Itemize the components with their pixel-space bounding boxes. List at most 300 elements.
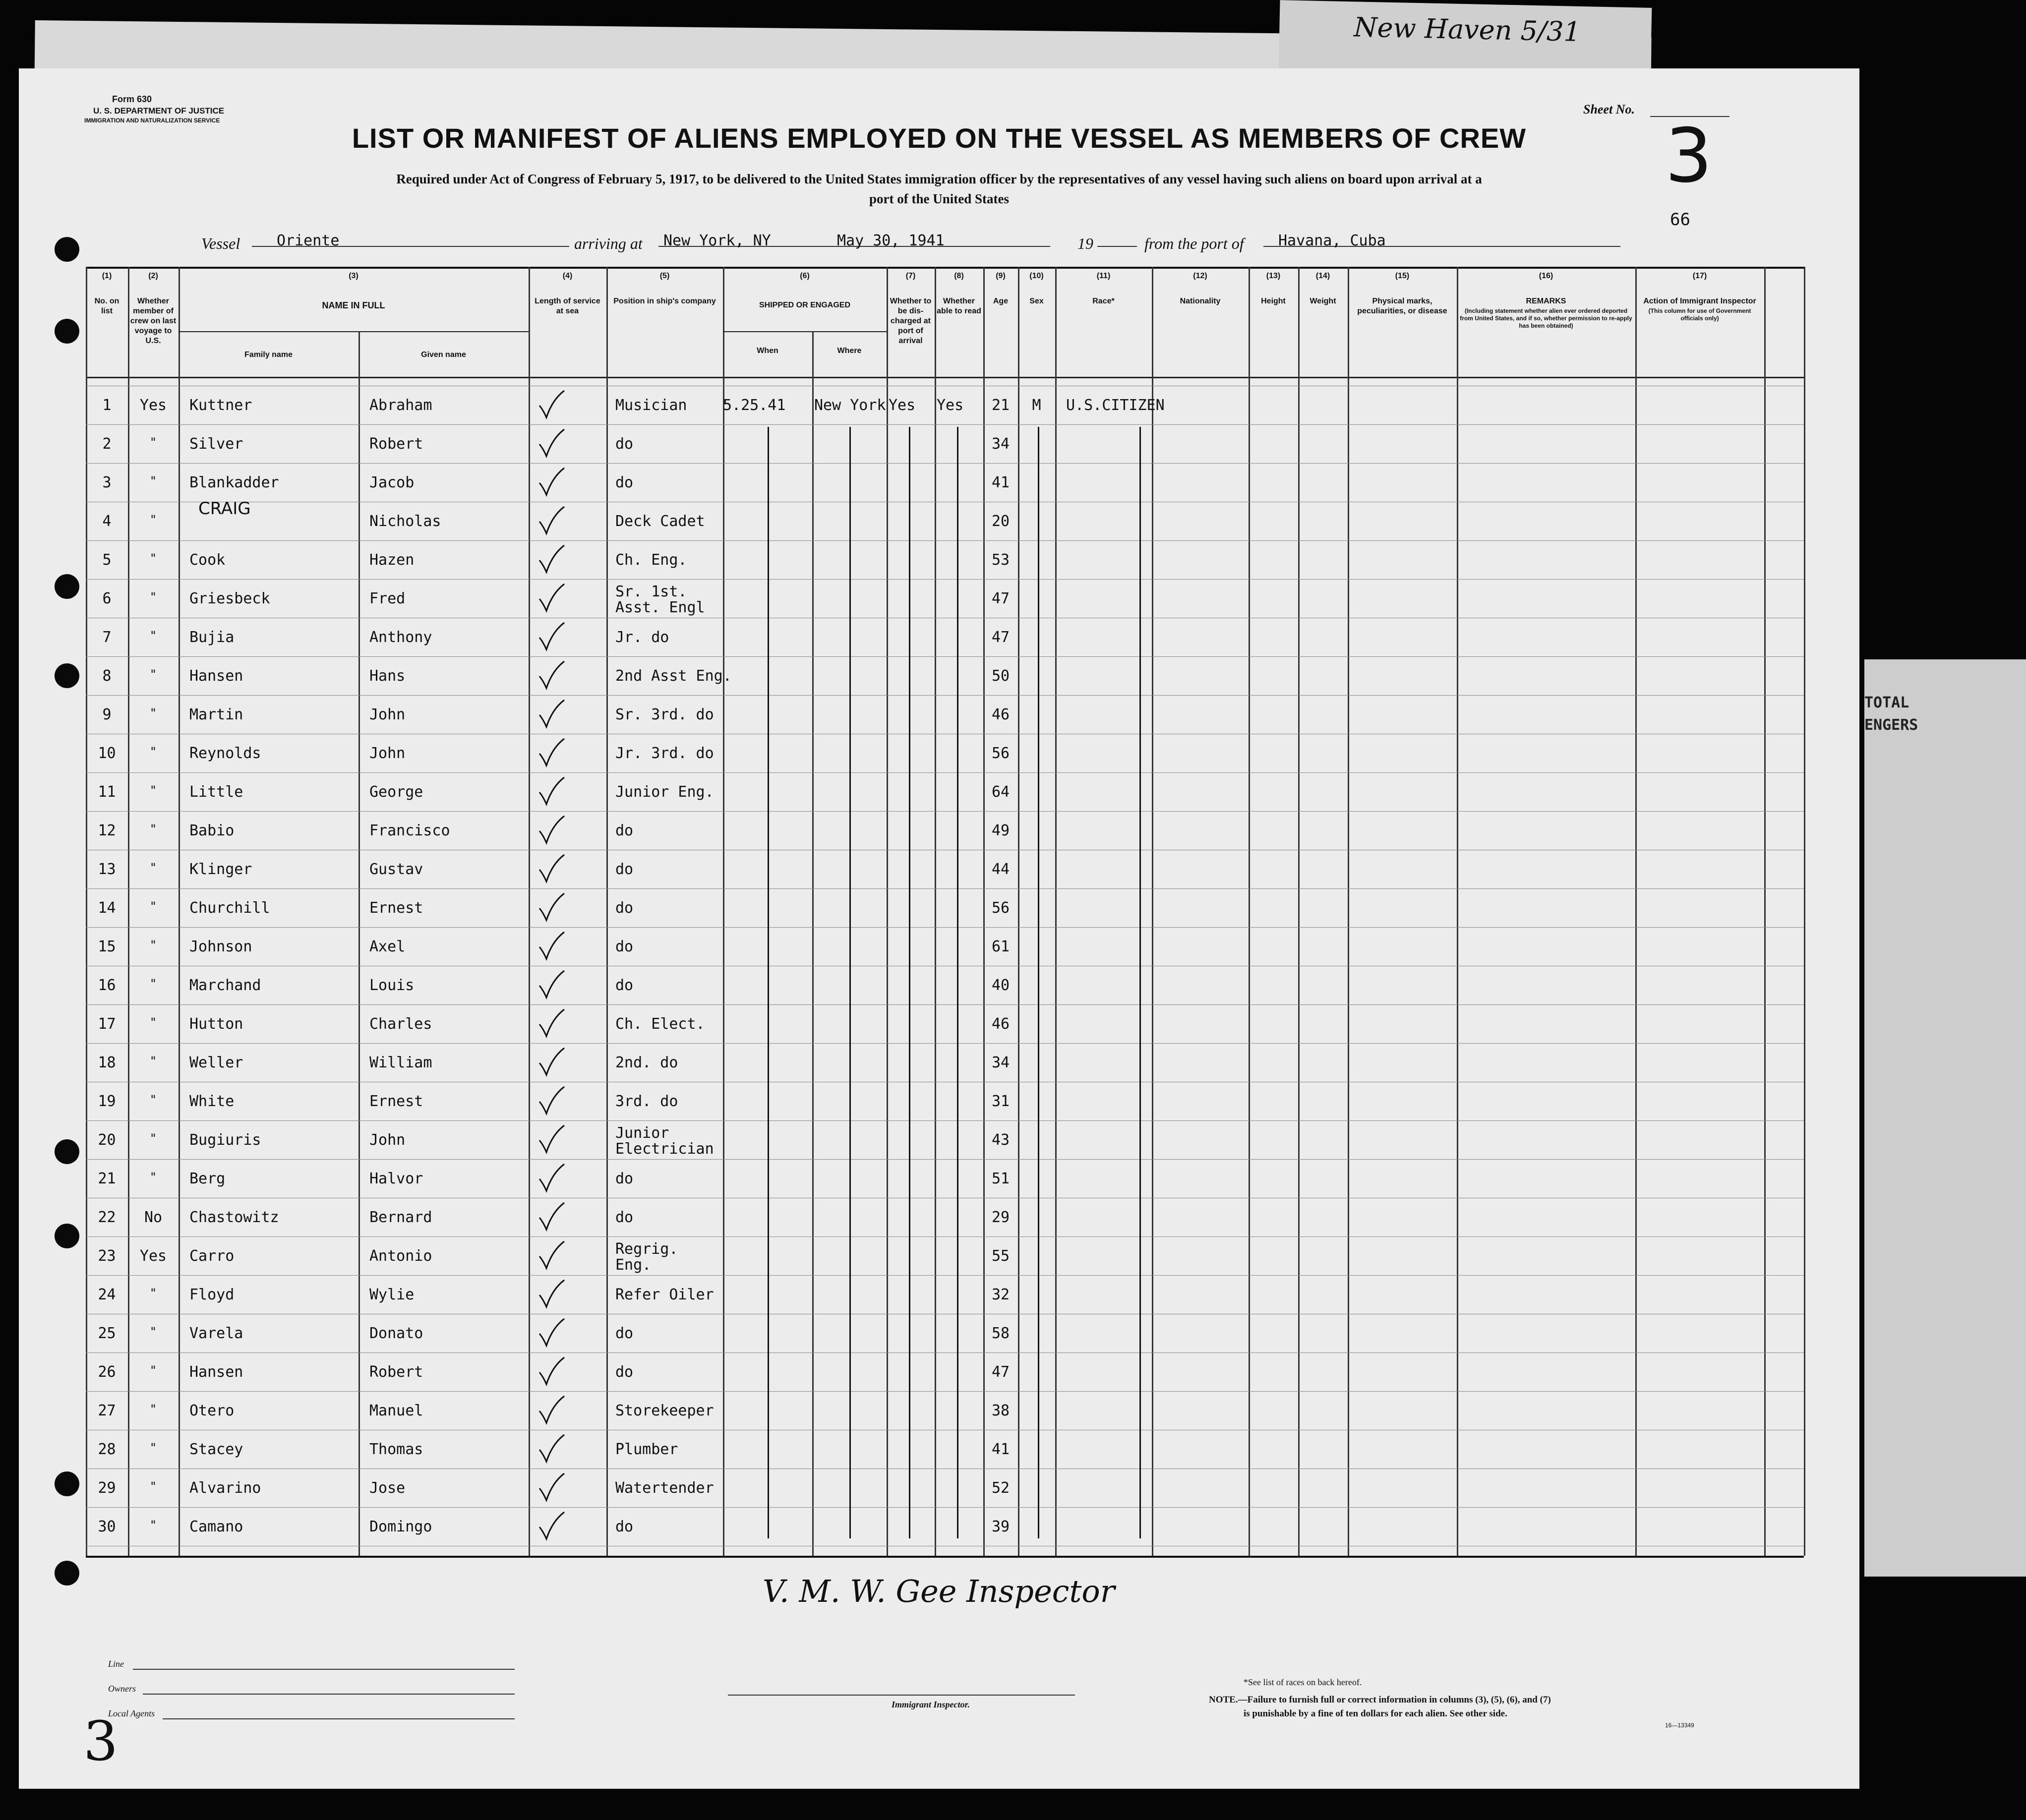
cell-prev: " <box>149 938 157 952</box>
cell-no: 24 <box>98 1286 116 1303</box>
col-header-c5: Position in ship's company <box>613 297 716 305</box>
col-number-c8: (8) <box>954 272 964 280</box>
col-header-c9: Age <box>993 297 1009 305</box>
cell-no: 17 <box>98 1015 116 1033</box>
cell-age: 52 <box>991 1479 1010 1497</box>
cell-given: Louis <box>369 977 415 994</box>
shipped-subheader-rule <box>723 331 887 332</box>
col-header-c10: Sex <box>1029 297 1044 305</box>
check-mark-icon <box>537 544 565 574</box>
cell-family: Reynolds <box>189 745 261 762</box>
cell-age: 53 <box>991 551 1010 569</box>
col-number-c1: (1) <box>102 272 112 280</box>
col-number-c5: (5) <box>659 272 670 280</box>
cell-age: 50 <box>991 667 1010 685</box>
cell-position: Watertender <box>615 1479 714 1497</box>
col-header-c7: Whether to be dis-charged at port of arrival <box>890 297 932 345</box>
cell-position: Refer Oiler <box>615 1286 714 1303</box>
cell-age: 46 <box>991 1015 1010 1033</box>
ditto-line <box>1038 427 1039 1538</box>
cell-given: Gustav <box>369 861 423 878</box>
col-number-c17: (17) <box>1692 272 1707 280</box>
cell-given: William <box>369 1054 432 1071</box>
punch-hole <box>55 1139 79 1164</box>
cell-prev: " <box>149 1325 157 1339</box>
page-title: LIST OR MANIFEST OF ALIENS EMPLOYED ON THE VESSEL AS MEMBERS OF CREW <box>352 122 1527 154</box>
cell-prev: Yes <box>139 397 167 414</box>
cell-position: do <box>615 474 634 491</box>
cell-no: 9 <box>102 706 112 723</box>
check-mark-icon <box>537 1163 565 1193</box>
cell-age: 29 <box>991 1209 1010 1226</box>
cell-prev: " <box>149 1170 157 1184</box>
cell-prev: " <box>149 1518 157 1532</box>
cell-given: George <box>369 783 423 801</box>
row-rule <box>86 1120 1804 1121</box>
cell-position: do <box>615 1325 634 1342</box>
check-mark-icon <box>537 931 565 961</box>
table-top-rule <box>86 267 1804 269</box>
cell-age: 40 <box>991 977 1010 994</box>
check-mark-icon <box>537 1008 565 1038</box>
cell-given: Domingo <box>369 1518 432 1535</box>
ditto-line <box>768 427 769 1538</box>
row-rule <box>86 1352 1804 1353</box>
cell-family: Stacey <box>189 1441 243 1458</box>
cell-position: Ch. Elect. <box>615 1015 705 1033</box>
cell-prev: " <box>149 977 157 991</box>
col-header-family: Family name <box>244 351 293 359</box>
check-mark-icon <box>537 1318 565 1348</box>
col-number-c4: (4) <box>562 272 573 280</box>
footer-line-rule <box>133 1669 515 1670</box>
cell-given: Hans <box>369 667 406 685</box>
cell-given: Charles <box>369 1015 432 1033</box>
cell-family: Martin <box>189 706 243 723</box>
cell-no: 27 <box>98 1402 116 1419</box>
check-mark-icon <box>537 1086 565 1115</box>
cell-given: Wylie <box>369 1286 415 1303</box>
column-rule <box>1348 267 1349 1556</box>
col-header-c8: Whether able to read <box>937 297 981 315</box>
cell-prev: " <box>149 551 157 565</box>
cell-prev: " <box>149 1286 157 1300</box>
cell-prev: " <box>149 783 157 797</box>
cell-no: 10 <box>98 745 116 762</box>
cell-given: Hazen <box>369 551 415 569</box>
cell-given: Manuel <box>369 1402 423 1419</box>
row-rule <box>86 579 1804 580</box>
year-underline <box>1097 246 1137 247</box>
check-mark-icon <box>537 699 565 729</box>
cell-position: do <box>615 977 634 994</box>
column-rule <box>1764 267 1766 1556</box>
column-rule <box>812 331 814 1556</box>
row-rule <box>86 888 1804 889</box>
cell-prev: " <box>149 861 157 875</box>
cell-family: Weller <box>189 1054 243 1071</box>
cell-family: Hansen <box>189 667 243 685</box>
column-rule <box>1249 267 1250 1556</box>
cell-age: 41 <box>991 1441 1010 1458</box>
cell-given: Donato <box>369 1325 423 1342</box>
check-mark-icon <box>537 1279 565 1309</box>
cell-age: 44 <box>991 861 1010 878</box>
column-rule <box>1635 267 1637 1556</box>
punch-hole <box>55 663 79 688</box>
check-mark-icon <box>537 428 565 458</box>
stamp-number: 66 <box>1670 210 1690 230</box>
column-rule <box>179 267 180 1556</box>
punch-hole <box>55 319 79 344</box>
cell-family: Babio <box>189 822 235 839</box>
punch-hole <box>55 1224 79 1248</box>
cell-family: Carro <box>189 1247 235 1265</box>
col-header-c12: Nationality <box>1180 297 1221 305</box>
ditto-line <box>1139 427 1141 1538</box>
cell-prev: " <box>149 629 157 643</box>
cell-age: 51 <box>991 1170 1010 1187</box>
cell-position: Plumber <box>615 1441 678 1458</box>
footer-agents-label: Local Agents <box>108 1708 155 1718</box>
column-rule <box>358 331 360 1556</box>
page-mark: 3 <box>83 1709 118 1773</box>
column-rule <box>1804 267 1805 1556</box>
cell-prev: Yes <box>139 1247 167 1265</box>
col-header-c3: NAME IN FULL <box>322 300 385 310</box>
row-rule <box>86 1004 1804 1005</box>
service-name: IMMIGRATION AND NATURALIZATION SERVICE <box>84 117 220 124</box>
row-rule <box>86 1159 1804 1160</box>
cell-position: Musician <box>615 397 687 414</box>
cell-given: Robert <box>369 1363 423 1381</box>
check-mark-icon <box>537 1395 565 1425</box>
col-number-c16: (16) <box>1539 272 1553 280</box>
cell-age: 38 <box>991 1402 1010 1419</box>
cell-no: 2 <box>102 435 112 453</box>
cell-age: 20 <box>991 513 1010 530</box>
cell-family: Hutton <box>189 1015 243 1033</box>
cell-no: 3 <box>102 474 112 491</box>
col-header-c1: No. on list <box>94 297 119 315</box>
cell-family: Marchand <box>189 977 261 994</box>
punch-hole <box>55 1561 79 1585</box>
cell-family: Otero <box>189 1402 235 1419</box>
cell-family: Kuttner <box>189 397 252 414</box>
arriving-label: arriving at <box>574 235 643 252</box>
cell-given: Jose <box>369 1479 406 1497</box>
cell-position: do <box>615 938 634 955</box>
cell-no: 7 <box>102 629 112 646</box>
cell-given: Antonio <box>369 1247 432 1265</box>
cell-given: Fred <box>369 590 406 607</box>
check-mark-icon <box>537 970 565 999</box>
column-rule <box>1055 267 1057 1556</box>
cell-prev: " <box>149 1441 157 1455</box>
cell-prev: " <box>149 1402 157 1416</box>
inspector-signature: V. M. W. Gee Inspector <box>763 1573 1115 1609</box>
penalty-note-1: NOTE.—Failure to furnish full or correct information in columns (3), (5), (6), and (7) <box>1209 1695 1551 1705</box>
col-number-c7: (7) <box>905 272 916 280</box>
cell-position: do <box>615 1518 634 1535</box>
cell-prev: " <box>149 1054 157 1068</box>
ditto-line <box>849 427 851 1538</box>
punch-hole <box>55 1471 79 1496</box>
cell-given: Jacob <box>369 474 415 491</box>
cell-no: 18 <box>98 1054 116 1071</box>
cell-family: Varela <box>189 1325 243 1342</box>
cell-position: Storekeeper <box>615 1402 714 1419</box>
cell-given: John <box>369 1131 406 1149</box>
cell-family: Johnson <box>189 938 252 955</box>
form-code: 16—13349 <box>1665 1722 1694 1729</box>
cell-prev: " <box>149 590 157 604</box>
cell-discharged: Yes <box>889 397 916 414</box>
cell-age: 21 <box>991 397 1010 414</box>
cell-position: 3rd. do <box>615 1093 678 1110</box>
column-rule <box>887 267 888 1556</box>
cell-position: do <box>615 1170 634 1187</box>
footer-agents-rule <box>163 1718 515 1719</box>
cell-position: Regrig. <box>615 1240 678 1258</box>
col-number-c6: (6) <box>800 272 810 280</box>
cell-no: 5 <box>102 551 112 569</box>
cell-prev: " <box>149 1093 157 1107</box>
penalty-note-2: is punishable by a fine of ten dollars for each alien. See other side. <box>1244 1708 1507 1719</box>
check-mark-icon <box>537 1124 565 1154</box>
cell-family: Camano <box>189 1518 243 1535</box>
cell-position: Deck Cadet <box>615 513 705 530</box>
cell-position-line2: Electrician <box>615 1140 714 1158</box>
col-number-c11: (11) <box>1096 272 1111 280</box>
cell-age: 47 <box>991 1363 1010 1381</box>
row-rule <box>86 927 1804 928</box>
cell-given: Halvor <box>369 1170 423 1187</box>
strip-label-2: ENGERS <box>1864 716 1918 734</box>
col-number-c3: (3) <box>349 272 358 280</box>
cell-family: Bujia <box>189 629 235 646</box>
cell-no: 20 <box>98 1131 116 1149</box>
cell-age: 34 <box>991 435 1010 453</box>
subtitle-line-2: port of the United States <box>869 191 1009 206</box>
cell-age: 43 <box>991 1131 1010 1149</box>
col-header-c17: Action of Immigrant Inspector <box>1643 297 1756 305</box>
cell-age: 58 <box>991 1325 1010 1342</box>
column-rule <box>529 267 530 1556</box>
cell-age: 41 <box>991 474 1010 491</box>
cell-position: do <box>615 899 634 917</box>
check-mark-icon <box>537 1356 565 1386</box>
cell-age: 56 <box>991 899 1010 917</box>
cell-no: 19 <box>98 1093 116 1110</box>
col-number-c2: (2) <box>148 272 158 280</box>
cell-no: 6 <box>102 590 112 607</box>
row-rule <box>86 656 1804 657</box>
inspector-rule <box>728 1695 1075 1696</box>
cell-no: 15 <box>98 938 116 955</box>
sheet-label: Sheet No. <box>1583 102 1635 117</box>
cell-age: 56 <box>991 745 1010 762</box>
row-rule <box>86 1236 1804 1237</box>
check-mark-icon <box>537 1472 565 1502</box>
check-mark-icon <box>537 1047 565 1077</box>
cell-no: 26 <box>98 1363 116 1381</box>
cell-given: John <box>369 706 406 723</box>
cell-age: 55 <box>991 1247 1010 1265</box>
row-rule <box>86 1391 1804 1392</box>
cell-prev: " <box>149 513 157 527</box>
row-rule <box>86 811 1804 812</box>
cell-no: 21 <box>98 1170 116 1187</box>
cell-when: 5.25.41 <box>723 397 786 414</box>
cell-prev: " <box>149 745 157 759</box>
col-header-c16: REMARKS <box>1526 297 1566 305</box>
punch-hole <box>55 237 79 262</box>
footer-line-label: Line <box>108 1659 124 1669</box>
cell-family: Berg <box>189 1170 226 1187</box>
cell-position: Junior <box>615 1124 669 1142</box>
col-number-c13: (13) <box>1266 272 1281 280</box>
cell-prev: " <box>149 1363 157 1377</box>
cell-prev: " <box>149 899 157 913</box>
vessel-label: Vessel <box>201 235 240 252</box>
punch-hole <box>55 574 79 599</box>
cell-where: New York <box>814 397 886 414</box>
col-header-where: Where <box>837 347 862 355</box>
strip-label-1: TOTAL <box>1864 694 1909 711</box>
ditto-line <box>957 427 958 1538</box>
check-mark-icon <box>537 776 565 806</box>
row-rule <box>86 1468 1804 1469</box>
form-number: Form 630 <box>112 94 152 104</box>
check-mark-icon <box>537 622 565 651</box>
cell-age: 46 <box>991 706 1010 723</box>
col-subheader-c16: (Including statement whether alien ever ordered deported from United States, and if so, whether permission to re-apply has been obtained) <box>1460 307 1632 329</box>
cell-family: CRAIG <box>198 499 251 519</box>
cell-family: Cook <box>189 551 226 569</box>
from-port-label: from the port of <box>1144 235 1244 252</box>
cell-given: Thomas <box>369 1441 423 1458</box>
cell-prev: " <box>149 822 157 836</box>
cell-age: 47 <box>991 590 1010 607</box>
check-mark-icon <box>537 506 565 535</box>
inspector-label: Immigrant Inspector. <box>892 1700 970 1709</box>
col-number-c15: (15) <box>1395 272 1410 280</box>
row-rule <box>86 463 1804 464</box>
cell-no: 16 <box>98 977 116 994</box>
column-rule <box>723 267 724 1556</box>
col-header-c6: SHIPPED OR ENGAGED <box>759 301 851 309</box>
check-mark-icon <box>537 660 565 690</box>
cell-no: 13 <box>98 861 116 878</box>
check-mark-icon <box>537 738 565 767</box>
cell-prev: " <box>149 706 157 720</box>
cell-family: Blankadder <box>189 474 279 491</box>
column-rule <box>1298 267 1300 1556</box>
col-header-c13: Height <box>1261 297 1286 305</box>
cell-prev: No <box>144 1209 163 1226</box>
top-handwriting: New Haven 5/31 <box>1353 11 1581 48</box>
check-mark-icon <box>537 854 565 883</box>
race-note: *See list of races on back hereof. <box>1244 1677 1362 1687</box>
cell-family: Klinger <box>189 861 252 878</box>
arriving-port: New York, NY <box>663 232 771 249</box>
cell-position: Junior Eng. <box>615 783 714 801</box>
ditto-line <box>909 427 910 1538</box>
cell-given: Anthony <box>369 629 432 646</box>
cell-family: White <box>189 1093 235 1110</box>
cell-no: 22 <box>98 1209 116 1226</box>
cell-no: 29 <box>98 1479 116 1497</box>
cell-position: Jr. do <box>615 629 669 646</box>
from-port: Havana, Cuba <box>1278 232 1386 249</box>
row-rule <box>86 1043 1804 1044</box>
cell-position: do <box>615 822 634 839</box>
column-rule <box>1018 267 1019 1556</box>
cell-given: Ernest <box>369 899 423 917</box>
check-mark-icon <box>537 467 565 497</box>
cell-sex: M <box>1032 397 1041 414</box>
cell-given: Bernard <box>369 1209 432 1226</box>
sheet-number: 3 <box>1665 113 1713 199</box>
adjacent-sheet-strip <box>1864 659 2026 1577</box>
column-rule <box>1457 267 1458 1556</box>
row-rule <box>86 424 1804 425</box>
col-number-c9: (9) <box>996 272 1006 280</box>
cell-no: 23 <box>98 1247 116 1265</box>
cell-position: Ch. Eng. <box>615 551 687 569</box>
row-rule <box>86 1275 1804 1276</box>
check-mark-icon <box>537 1434 565 1464</box>
col-number-c10: (10) <box>1029 272 1044 280</box>
cell-position: 2nd. do <box>615 1054 678 1071</box>
department-name: U. S. DEPARTMENT OF JUSTICE <box>93 106 225 116</box>
cell-family: Churchill <box>189 899 270 917</box>
cell-family: Griesbeck <box>189 590 270 607</box>
cell-age: 49 <box>991 822 1010 839</box>
cell-position: Sr. 1st. <box>615 583 687 600</box>
check-mark-icon <box>537 1511 565 1541</box>
cell-no: 25 <box>98 1325 116 1342</box>
cell-read: Yes <box>937 397 964 414</box>
check-mark-icon <box>537 390 565 419</box>
row-rule <box>86 772 1804 773</box>
footer-owners-rule <box>143 1694 515 1695</box>
cell-race: U.S.CITIZEN <box>1066 397 1165 414</box>
cell-no: 12 <box>98 822 116 839</box>
cell-position: do <box>615 1363 634 1381</box>
underlying-sheet-tab <box>1279 0 1652 77</box>
col-header-c2: Whether member of crew on last voyage to U.S. <box>130 297 177 345</box>
cell-position: do <box>615 1209 634 1226</box>
cell-position: do <box>615 435 634 453</box>
col-subheader-c17: (This column for use of Government officials only) <box>1648 307 1751 322</box>
cell-family: Chastowitz <box>189 1209 279 1226</box>
cell-position: Sr. 3rd. do <box>615 706 714 723</box>
name-subheader-rule <box>179 331 529 332</box>
cell-prev: " <box>149 474 157 488</box>
cell-family: Hansen <box>189 1363 243 1381</box>
column-rule <box>935 267 936 1556</box>
cell-family: Silver <box>189 435 243 453</box>
table-bottom-rule <box>86 1556 1804 1558</box>
cell-no: 8 <box>102 667 112 685</box>
cell-given: John <box>369 745 406 762</box>
check-mark-icon <box>537 892 565 922</box>
cell-no: 11 <box>98 783 116 801</box>
cell-no: 28 <box>98 1441 116 1458</box>
row-rule <box>86 1507 1804 1508</box>
